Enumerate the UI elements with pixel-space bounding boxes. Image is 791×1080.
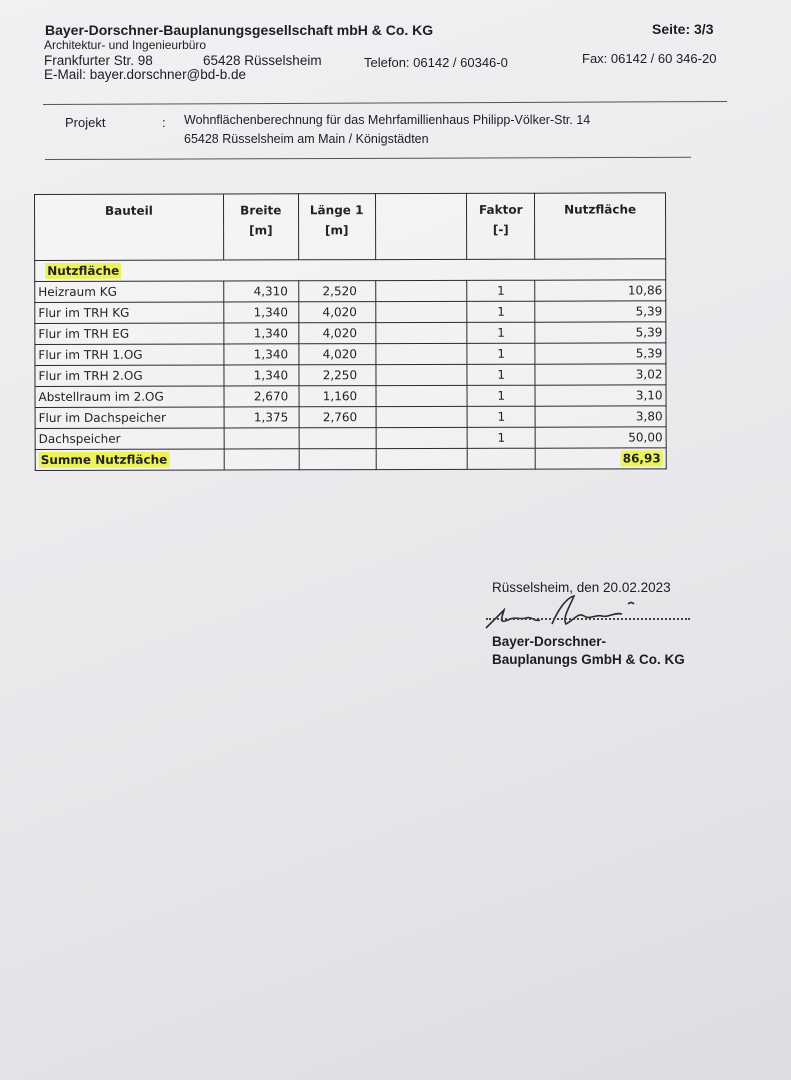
signature-scribble: [482, 590, 642, 634]
cell-bauteil: Flur im TRH KG: [35, 302, 224, 323]
cell-laenge: [299, 428, 376, 449]
signatory-name-line1: Bayer-Dorschner-: [492, 634, 607, 649]
cell-faktor: 1: [467, 280, 535, 301]
cell-nutzflaeche: 3,02: [535, 364, 666, 385]
company-email: E-Mail: bayer.dorschner@bd-b.de: [44, 67, 247, 82]
section-row: [35, 259, 666, 282]
table-row: [35, 280, 666, 303]
project-location: 65428 Rüsselsheim am Main / Königstädten: [184, 132, 429, 146]
header-breite: Breite [m]: [223, 194, 298, 260]
cell-laenge: 4,020: [299, 323, 376, 344]
page-number: Seite: 3/3: [652, 21, 714, 37]
company-name: Bayer-Dorschner-Bauplanungsgesellschaft mbH & Co. KG: [45, 22, 434, 38]
cell-nutzflaeche: 3,80: [535, 406, 666, 427]
cell-laenge: 4,020: [298, 302, 375, 323]
cell-breite: 1,340: [224, 365, 299, 386]
cell-empty: [376, 385, 468, 406]
cell-laenge: 2,250: [299, 365, 376, 386]
cell-laenge: 1,160: [299, 386, 376, 407]
cell-bauteil: Heizraum KG: [35, 281, 224, 302]
header-empty: [375, 193, 467, 259]
company-street: Frankfurter Str. 98: [44, 53, 153, 68]
table-row: [35, 322, 666, 345]
cell-nutzflaeche: 3,10: [535, 385, 666, 406]
company-subtitle: Architektur- und Ingenieurbüro: [44, 38, 207, 52]
cell-empty: [376, 406, 468, 427]
cell-nutzflaeche: 5,39: [535, 301, 666, 322]
cell-laenge: 2,520: [298, 281, 375, 302]
cell-breite: 1,375: [224, 407, 299, 428]
cell-empty: [375, 280, 467, 301]
cell-breite: 2,670: [224, 386, 299, 407]
cell-faktor: 1: [467, 301, 535, 322]
cell-bauteil: Abstellraum im 2.OG: [35, 386, 224, 407]
signatory-name-line2: Bauplanungs GmbH & Co. KG: [492, 652, 685, 667]
cell-laenge: 4,020: [299, 344, 376, 365]
sum-label: Summe Nutzfläche: [39, 452, 170, 468]
cell-bauteil: Flur im TRH 1.OG: [35, 344, 224, 365]
cell-empty: [376, 364, 468, 385]
cell-nutzflaeche: 10,86: [535, 280, 666, 301]
project-divider: [45, 157, 691, 160]
cell-faktor: 1: [467, 322, 535, 343]
header-laenge: Länge 1 [m]: [298, 194, 375, 260]
table-row: [35, 343, 666, 366]
project-colon: :: [162, 115, 166, 130]
header-bauteil: Bauteil: [35, 194, 224, 260]
cell-breite: 1,340: [224, 323, 299, 344]
table-header-row: [35, 193, 666, 261]
header-divider: [43, 101, 727, 105]
cell-empty: [375, 343, 467, 364]
sum-value: 86,93: [621, 450, 663, 466]
project-title: Wohnflächenberechnung für das Mehrfamillienhaus Philipp-Völker-Str. 14: [184, 113, 591, 127]
cell-faktor: 1: [467, 364, 535, 385]
sum-row: [35, 448, 666, 471]
cell-faktor: 1: [467, 406, 535, 427]
cell-empty: [375, 301, 467, 322]
cell-breite: 1,340: [224, 344, 299, 365]
header-nutzflaeche: Nutzfläche: [535, 193, 666, 259]
cell-faktor: 1: [467, 343, 535, 364]
company-fax: Fax: 06142 / 60 346-20: [582, 51, 717, 66]
company-phone: Telefon: 06142 / 60346-0: [364, 55, 508, 70]
cell-nutzflaeche: 5,39: [535, 322, 666, 343]
table-row: [35, 385, 666, 408]
table-row: [35, 427, 666, 450]
cell-breite: [224, 428, 299, 449]
cell-nutzflaeche: 50,00: [535, 427, 666, 448]
section-label: Nutzfläche: [45, 263, 121, 279]
cell-bauteil: Flur im TRH 2.OG: [35, 365, 224, 386]
signature-line: [486, 618, 690, 620]
cell-faktor: 1: [467, 385, 535, 406]
cell-bauteil: Dachspeicher: [35, 428, 224, 449]
cell-faktor: 1: [467, 427, 535, 448]
place-date: Rüsselsheim, den 20.02.2023: [492, 580, 671, 595]
cell-nutzflaeche: 5,39: [535, 343, 666, 364]
project-label: Projekt: [65, 115, 106, 130]
header-faktor: Faktor [-]: [467, 193, 535, 259]
cell-laenge: 2,760: [299, 407, 376, 428]
cell-breite: 4,310: [224, 281, 299, 302]
cell-bauteil: Flur im TRH EG: [35, 323, 224, 344]
cell-empty: [375, 322, 467, 343]
cell-bauteil: Flur im Dachspeicher: [35, 407, 224, 428]
cell-empty: [376, 427, 468, 448]
cell-breite: 1,340: [224, 302, 299, 323]
area-table-wrapper: [34, 192, 667, 471]
area-table: [34, 192, 667, 471]
table-row: [35, 364, 666, 387]
company-city: 65428 Rüsselsheim: [203, 53, 322, 68]
table-row: [35, 301, 666, 324]
table-row: [35, 406, 666, 429]
